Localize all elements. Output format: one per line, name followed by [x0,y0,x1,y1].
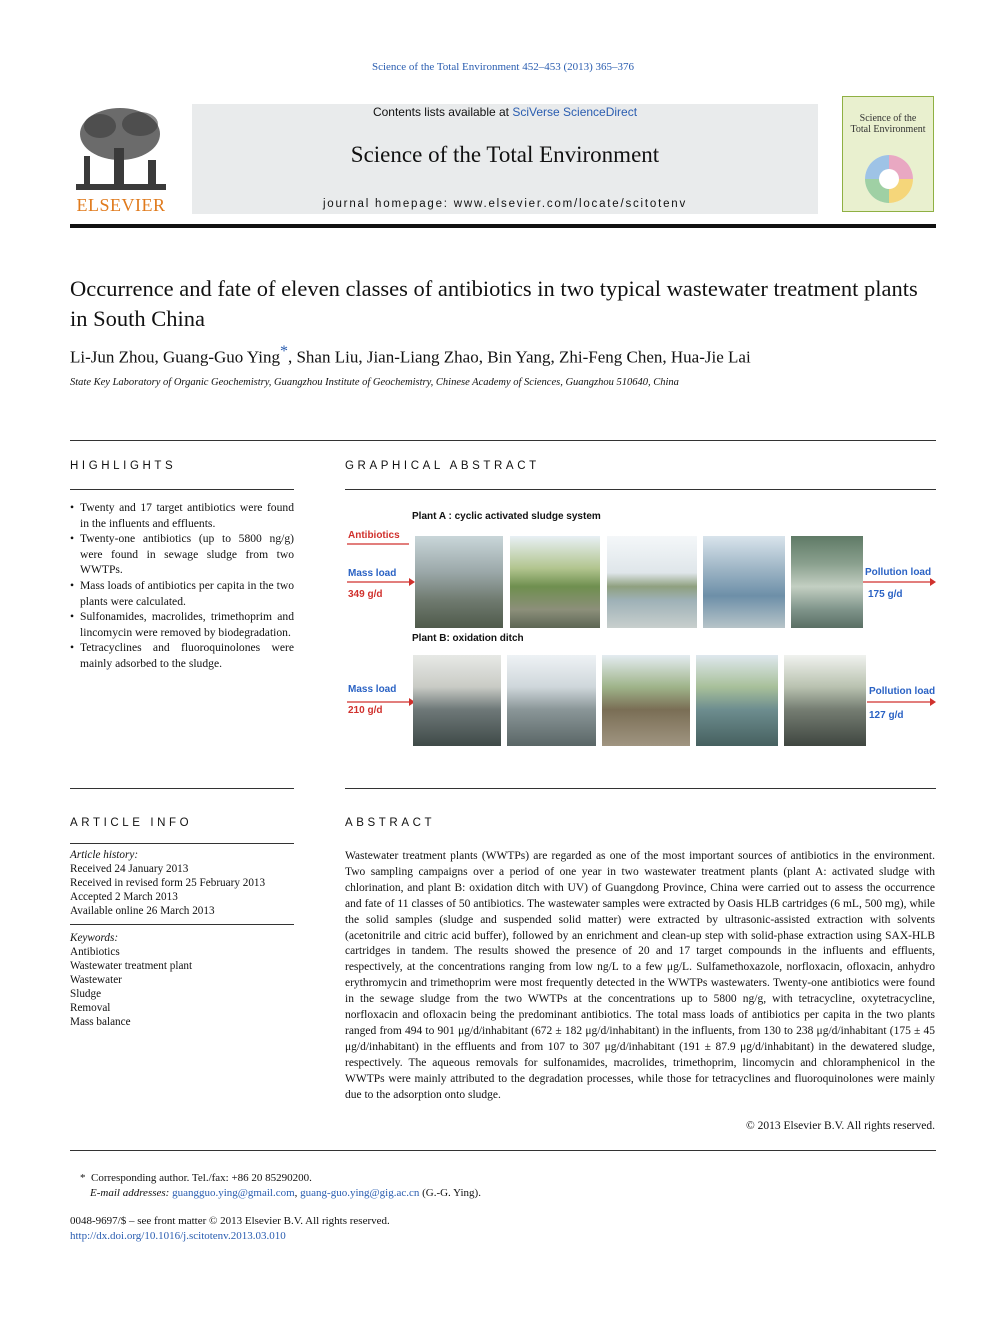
history-label: Article history: [70,849,139,861]
online-date: Available online 26 March 2013 [70,905,215,917]
cover-title [843,113,933,135]
plant-b-photo-2 [507,655,596,746]
graphical-abstract-heading: GRAPHICAL ABSTRACT [345,460,540,472]
authors-rest: , Shan Liu, Jian-Liang Zhao, Bin Yang, Zhi-Feng Chen, Hua-Jie Lai [287,347,751,367]
highlights-heading: HIGHLIGHTS [70,460,177,472]
highlight-item: • Mass loads of antibiotics per capita in the two plants were calculated. [70,578,294,609]
contents-line [192,105,818,119]
keyword-item: Wastewater [70,974,122,986]
article-info-heading: ARTICLE INFO [70,817,193,829]
corresponding-author-mark[interactable]: * [279,343,288,360]
plant-a-pollution-load-label: Pollution load [865,567,932,578]
cover-title-line2: Total Environment [850,124,926,135]
plant-a-influent-load: 349 g/d [348,589,383,600]
plant-b-influent-load: 210 g/d [348,705,383,716]
plant-b-photo-1 [413,655,501,746]
plant-b-mass-load-label: Mass load [348,684,397,695]
keyword-item: Removal [70,1002,111,1014]
corresponding-author-footnote [70,1171,481,1201]
email-label: E-mail addresses: [90,1187,170,1199]
abstract-top-rule [345,788,936,789]
email-suffix: (G.-G. Ying). [422,1187,481,1199]
received-date: Received 24 January 2013 [70,863,189,875]
corresponding-line: * Corresponding author. Tel./fax: +86 20 85290200. [80,1172,312,1184]
graphical-abstract-rule [345,489,936,490]
cover-title-line1: Science of the [859,113,917,124]
elsevier-wordmark: ELSEVIER [76,195,166,215]
keyword-item: Wastewater treatment plant [70,960,193,972]
article-title: Occurrence and fate of eleven classes of antibiotics in two typical wastewater treatment plants in South China [70,276,918,331]
highlight-item: • Sulfonamides, macrolides, trimethoprim and lincomycin were removed by biodegradation. [70,609,294,640]
plant-b-effluent-load: 127 g/d [869,710,904,721]
affiliation: State Key Laboratory of Organic Geochemistry, Guangzhou Institute of Geochemistry, Chinese Academy of Sciences, Guangzhou 510640, China [70,377,679,388]
keyword-item: Sludge [70,988,102,1000]
plant-b-photo-3 [602,655,690,746]
cover-globe-graphic [857,149,921,207]
plant-a-photo-2 [510,536,600,628]
highlight-item: • Twenty and 17 target antibiotics were found in the influents and effluents. [70,500,294,531]
keywords-rule [70,924,294,925]
journal-cover-thumbnail[interactable] [842,96,934,212]
highlight-item: • Tetracyclines and fluoroquinolones were mainly adsorbed to the sludge. [70,640,294,671]
doi-link[interactable]: http://dx.doi.org/10.1016/j.scitotenv.2013.03.010 [70,1230,286,1242]
highlight-item: • Twenty-one antibiotics (up to 5800 ng/g) were found in sewage sludge from two WWTPs. [70,531,294,578]
plant-a-mass-load-label: Mass load [348,568,397,579]
issn-line: 0048-9697/$ – see front matter © 2013 Elsevier B.V. All rights reserved. [70,1215,390,1227]
email-link-1[interactable]: guangguo.ying@gmail.com [172,1187,295,1199]
abstract-heading: ABSTRACT [345,817,436,829]
accepted-date: Accepted 2 March 2013 [70,891,178,903]
keywords-label: Keywords: [70,932,119,944]
header-rule [70,224,936,228]
copyright-line: © 2013 Elsevier B.V. All rights reserved. [746,1120,935,1132]
article-info [70,848,294,1029]
abstract-text: Wastewater treatment plants (WWTPs) are regarded as one of the most important sources of antibiotics in the environment. Two sampling campaigns over a period of one year in two wastewater treatment plants (plant A: activated sludge with chlorination, and plant B: oxidation ditch with UV) of Guangdong Province, China were carried out to assess the occurrence and fate of 11 classes of 50 antibiotics. The wastewater samples were extracted by Oasis HLB cartridges (6 mL, 500 mg), while the solid samples (sludge and suspended solid matter) were extracted by ultrasonic-assisted extraction with solvents (acetonitrile and citric acid buffer), followed by an enrichment and clean-up step with solid-phase extraction using SAX-HLB cartridges in tandem. The results showed the presence of 20 and 17 target compounds in the influents and effluents, respectively, at the concentrations ranging from low ng/L to a few μg/L. Sulfamethoxazole, norfloxacin, ofloxacin, anhydro erythromycin and trimethoprim were most frequently detected in the WWTPs wastewaters. Twenty-one antibiotics were found in the sewage sludge from the two WWTPs at the concentrations up to 5800 ng/g, with tetracycline, oxytetracycline, norfloxacin and ofloxacin being the predominant antibiotics. The total mass loads of antibiotics per capita in the two plants ranged from 494 to 901 μg/d/inhabitant (672 ± 182 μg/d/inhabitant) in the influents, from 130 to 238 μg/d/inhabitant (175 ± 45 μg/d/inhabitant) in the effluents and from 107 to 307 μg/d/inhabitant (191 ± 87.9 μg/d/inhabitant) in the dewatered sludge, respectively. The aqueous removals for sulfonamides, macrolides, trimethoprim, lincomycin and chloramphenicol in the WWTPs were mainly attributed to the degradation processes, while those for tetracyclines and fluoroquinolones were mainly due to the adsorption onto sludge. [345,850,935,1101]
article-info-top-rule [70,788,294,789]
journal-homepage[interactable]: journal homepage: www.elsevier.com/locate/scitotenv [322,198,688,210]
plant-b-photo-4 [696,655,778,746]
antibiotics-label: Antibiotics [348,530,400,541]
plant-b-photo-5 [784,655,866,746]
plant-a-photo-1 [415,536,503,628]
abstract-bottom-rule [70,1150,936,1151]
authors-first: Li-Jun Zhou, Guang-Guo Ying [70,347,280,367]
highlights-list [70,500,294,672]
keyword-item: Antibiotics [70,946,120,958]
plant-b-pollution-load-label: Pollution load [869,686,936,697]
revised-date: Received in revised form 25 February 2013 [70,877,266,889]
journal-name: Science of the Total Environment [350,142,660,167]
author-list [70,343,751,368]
plant-a-title: Plant A : cyclic activated sludge system [412,511,601,522]
journal-citation[interactable]: Science of the Total Environment 452–453 (2013) 365–376 [371,61,635,73]
article-info-rule [70,843,294,844]
title-rule [70,440,936,441]
plant-a-photo-5 [791,536,863,628]
plant-a-effluent-load: 175 g/d [868,589,903,600]
plant-a-photo-4 [703,536,785,628]
keyword-item: Mass balance [70,1016,131,1028]
front-matter [70,1214,390,1244]
plant-a-photo-3 [607,536,697,628]
email-line: E-mail addresses: guangguo.ying@gmail.com, guang-guo.ying@gig.ac.cn (G.-G. Ying). [90,1187,481,1199]
plant-b-title: Plant B: oxidation ditch [412,633,524,644]
contents-prefix: Contents lists available at [372,105,513,119]
corresponding-text: Corresponding author. Tel./fax: +86 20 85290200. [91,1172,312,1184]
highlights-rule [70,489,294,490]
email-link-2[interactable]: guang-guo.ying@gig.ac.cn [300,1187,420,1199]
sciencedirect-link[interactable]: SciVerse ScienceDirect [512,105,638,119]
graphical-abstract-figure [345,500,936,760]
